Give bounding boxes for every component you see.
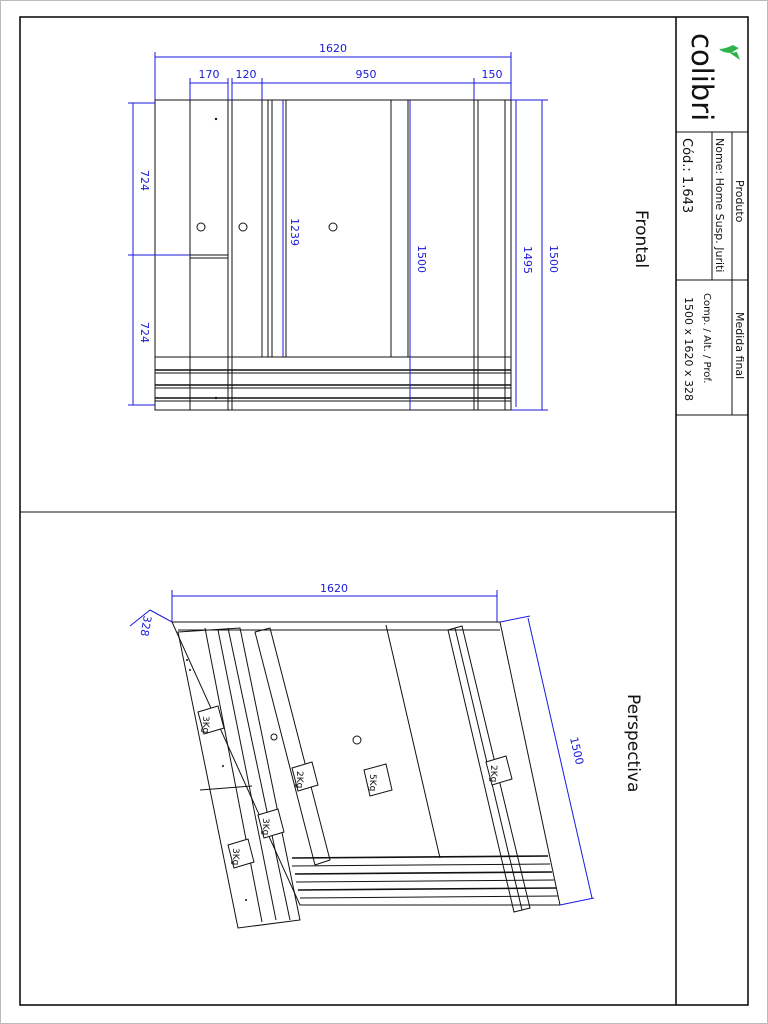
dim-724-bottom: 724 bbox=[138, 322, 151, 343]
load-tag-rack-center bbox=[364, 764, 392, 796]
brand-name: colibri bbox=[685, 33, 719, 122]
colibri-logo bbox=[685, 33, 740, 121]
dim-120: 120 bbox=[235, 68, 257, 81]
svg-text:3Kg: 3Kg bbox=[200, 716, 210, 734]
persp-dim-width: 1620 bbox=[320, 582, 348, 595]
produto-label: Produto bbox=[733, 180, 746, 223]
dim-150: 150 bbox=[481, 68, 503, 81]
load-tag-shelf-top bbox=[198, 706, 224, 734]
dim-950: 950 bbox=[355, 68, 377, 81]
dim-1500-inner: 1500 bbox=[415, 245, 428, 273]
dim-1495: 1495 bbox=[521, 246, 534, 274]
view-title-perspectiva: Perspectiva bbox=[623, 694, 643, 793]
medida-label: Medida final bbox=[733, 312, 746, 380]
medida-axes: Comp. / Alt. / Prof. bbox=[701, 293, 712, 384]
persp-dim-height: 1500 bbox=[567, 735, 587, 766]
front-view-furniture bbox=[155, 100, 511, 410]
medida-values: 1500 x 1620 x 328 bbox=[682, 297, 695, 401]
load-tag-rack-left bbox=[292, 762, 318, 791]
title-block bbox=[676, 33, 748, 415]
load-tag-rack-right bbox=[486, 756, 512, 785]
dim-1500-outer: 1500 bbox=[547, 245, 560, 273]
front-view-dimensions bbox=[128, 42, 560, 410]
product-code: Cód.: 1.643 bbox=[679, 138, 694, 214]
dim-1239: 1239 bbox=[288, 218, 301, 246]
dim-724-top: 724 bbox=[138, 170, 151, 191]
svg-text:3Kg: 3Kg bbox=[260, 818, 270, 836]
load-tag-shelf-bot bbox=[228, 839, 254, 868]
svg-text:2Kg: 2Kg bbox=[294, 771, 304, 789]
dim-total-width: 1620 bbox=[319, 42, 347, 55]
svg-text:2Kg: 2Kg bbox=[488, 765, 498, 783]
hummingbird-icon bbox=[719, 45, 740, 60]
load-tag-shelf-mid bbox=[258, 809, 284, 838]
product-name: Nome: Home Susp. Juriti bbox=[713, 138, 726, 273]
dim-170: 170 bbox=[198, 68, 220, 81]
svg-text:3Kg: 3Kg bbox=[230, 848, 240, 866]
persp-dim-depth: 328 bbox=[137, 614, 154, 638]
view-title-frontal: Frontal bbox=[631, 210, 651, 269]
svg-text:5Kg: 5Kg bbox=[367, 774, 377, 792]
